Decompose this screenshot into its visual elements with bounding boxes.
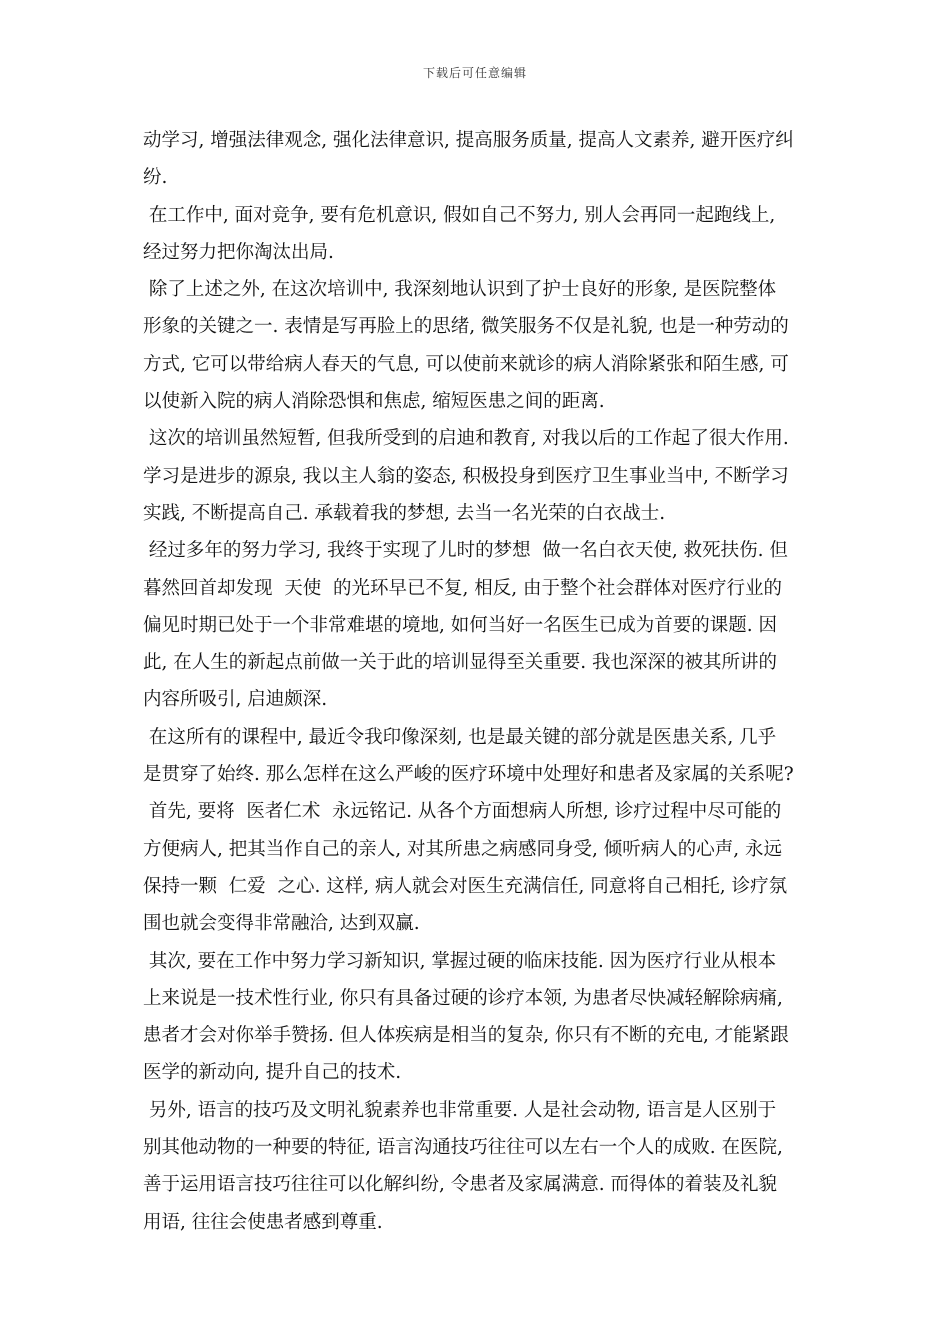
text-line: 医学的新动向, 提升自己的技术. [143, 1062, 402, 1084]
text-line: 经过多年的努力学习, 我终于实现了儿时的梦想 做一名白衣天使, 救死扶伤. 但 [143, 540, 788, 562]
text-line: 善于运用语言技巧往往可以化解纠纷, 令患者及家属满意. 而得体的着装及礼貌 [143, 1174, 778, 1196]
page-header: 下载后可任意编辑 [422, 66, 527, 80]
text-line: 首先, 要将 医者仁术 永远铭记. 从各个方面想病人所想, 诊疗过程中尽可能的 [143, 801, 782, 823]
text-line: 保持一颗 仁爱 之心. 这样, 病人就会对医生充满信任, 同意将自己相托, 诊疗氛 [143, 875, 788, 897]
text-line: 方式, 它可以带给病人春天的气息, 可以使前来就诊的病人消除紧张和陌生感, 可 [143, 353, 789, 375]
text-line: 另外, 语言的技巧及文明礼貌素养也非常重要. 人是社会动物, 语言是人区别于 [143, 1099, 777, 1121]
text-line: 此, 在人生的新起点前做一关于此的培训显得至关重要. 我也深深的被其所讲的 [143, 652, 778, 674]
text-line: 动学习, 增强法律观念, 强化法律意识, 提高服务质量, 提高人文素养, 避开医疗纠 [143, 130, 794, 151]
text-line: 别其他动物的一种要的特征, 语言沟通技巧往往可以左右一个人的成败. 在医院, [143, 1137, 783, 1159]
text-line: 以使新入院的病人消除恐惧和焦虑, 缩短医患之间的距离. [143, 391, 605, 413]
text-line: 患者才会对你举手赞扬. 但人体疾病是相当的复杂, 你只有不断的充电, 才能紧跟 [143, 1025, 789, 1047]
text-line: 学习是进步的源泉, 我以主人翁的姿态, 积极投身到医疗卫生事业当中, 不断学习 [143, 465, 789, 487]
text-line: 内容所吸引, 启迪颇深. [143, 689, 328, 711]
text-line: 经过努力把你淘汰出局. [143, 241, 334, 263]
text-line: 实践, 不断提高自己. 承载着我的梦想, 去当一名光荣的白衣战士. [143, 502, 666, 524]
text-line: 这次的培训虽然短暂, 但我所受到的启迪和教育, 对我以后的工作起了很大作用. [143, 428, 789, 450]
text-line: 在这所有的课程中, 最近令我印像深刻, 也是最关键的部分就是医患关系, 几乎 [143, 726, 777, 748]
text-line: 方便病人, 把其当作自己的亲人, 对其所患之病感同身受, 倾听病人的心声, 永远 [143, 838, 783, 860]
text-line: 除了上述之外, 在这次培训中, 我深刻地认识到了护士良好的形象, 是医院整体 [143, 279, 777, 301]
text-line: 上来说是一技术性行业, 你只有具备过硬的诊疗本领, 为患者尽快减轻解除病痛, [143, 987, 783, 1009]
text-line: 其次, 要在工作中努力学习新知识, 掌握过硬的临床技能. 因为医疗行业从根本 [143, 950, 777, 972]
text-line: 暮然回首却发现 天使 的光环早已不复, 相反, 由于整个社会群体对医疗行业的 [143, 577, 783, 599]
text-line: 形象的关键之一. 表情是写再脸上的思绪, 微笑服务不仅是礼貌, 也是一种劳动的 [143, 316, 789, 338]
text-line: 用语, 往往会使患者感到尊重. [143, 1211, 383, 1233]
text-line: 纷. [143, 167, 168, 189]
text-line: 是贯穿了始终. 那么怎样在这么严峻的医疗环境中处理好和患者及家属的关系呢? [143, 764, 794, 786]
text-line: 偏见时期已处于一个非常难堪的境地, 如何当好一名医生已成为首要的课题. 因 [143, 614, 778, 636]
text-line: 围也就会变得非常融洽, 达到双赢. [143, 913, 420, 935]
body-text [143, 122, 811, 1241]
text-line: 在工作中, 面对竞争, 要有危机意识, 假如自己不努力, 别人会再同一起跑线上, [143, 204, 776, 226]
